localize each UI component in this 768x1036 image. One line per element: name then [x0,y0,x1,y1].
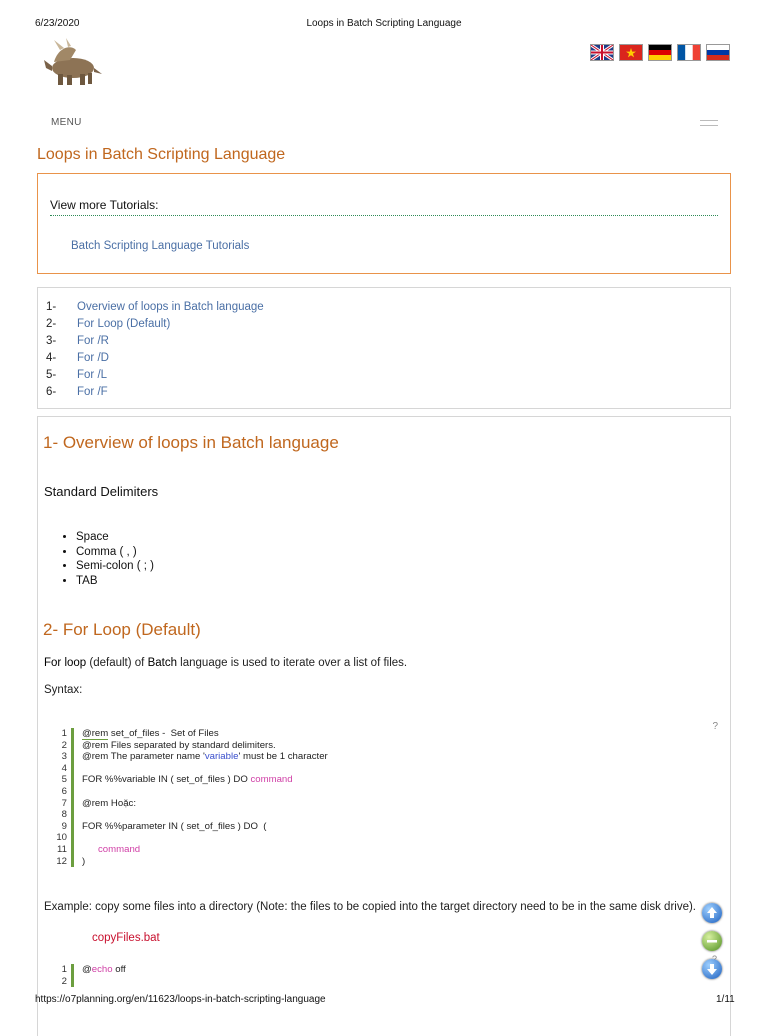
syntax-label: Syntax: [44,684,83,696]
toc-number: 6- [46,386,57,398]
toc-link[interactable]: For /F [77,386,108,398]
toc-item [46,335,109,347]
gutter-bar [71,821,74,833]
article-content [37,416,731,1036]
gutter-bar [71,976,74,988]
code-line [46,844,328,856]
code-text: @rem Hoặc: [82,797,136,809]
line-number: 12 [56,855,67,867]
print-date: 6/23/2020 [35,18,80,29]
gutter-bar [71,763,74,775]
code-line [46,763,328,775]
line-number: 9 [61,820,67,832]
page-title: Loops in Batch Scripting Language [37,146,286,163]
code-segment: set_of_files - Set of Files [108,728,219,739]
intro-text: language is used to iterate over a list of files. [176,657,408,669]
code-keyword: echo [91,964,113,975]
code-line [46,798,328,810]
intro-bold-for-loop: For loop [44,657,87,669]
gutter-bar [71,751,74,763]
scroll-up-button[interactable] [702,903,722,923]
code-line [46,786,328,798]
gutter-bar [71,856,74,868]
code-line [46,809,328,821]
line-number: 11 [57,843,67,855]
line-number: 5 [61,774,67,786]
toc-number: 1- [46,301,57,313]
list-item: • Comma ( , ) [76,545,154,560]
code-segment [82,844,98,855]
tutorials-heading: View more Tutorials: [50,198,159,212]
line-number: 10 [56,832,67,844]
intro-bold-batch: Batch [147,657,177,669]
code-line [46,740,328,752]
code-text [82,844,140,856]
code-segment: ' must be 1 character [238,751,328,763]
example-code-block [46,964,126,987]
toc-item [46,369,107,381]
france-flag[interactable] [677,44,701,61]
toc-item [46,301,264,313]
code-segment: @ [82,964,92,975]
gutter-bar [71,740,74,752]
germany-flag[interactable] [648,44,672,61]
line-number: 4 [61,762,67,774]
vietnam-flag[interactable] [619,44,643,61]
code-keyword: @rem [82,728,109,739]
code-keyword: command [250,774,293,786]
toc-number: 3- [46,335,57,347]
code-text [82,751,328,763]
tutorials-box [37,173,731,274]
gutter-bar [71,728,74,740]
code-line [46,976,126,988]
list-item: • Semi-colon ( ; ) [76,559,154,574]
code-keyword: command [98,843,141,855]
code-string: variable [204,751,239,763]
section2-heading: 2- For Loop (Default) [43,620,201,639]
scroll-down-button[interactable] [702,959,722,979]
example-text: Example: copy some files into a directory (Note: the files to be copied into the target directory need to be in the same disk drive). [44,901,696,913]
line-number: 2 [61,739,67,751]
code-line [46,821,328,833]
russia-flag[interactable] [706,44,730,61]
toc-number: 5- [46,369,57,381]
gutter-bar [71,844,74,856]
code-text: ) [82,855,86,867]
hamburger-menu-icon[interactable] [700,120,718,128]
gutter-bar [71,809,74,821]
code-line [46,964,126,976]
code-text: FOR %%parameter IN ( set_of_files ) DO ( [82,820,267,832]
tutorials-link[interactable]: Batch Scripting Language Tutorials [71,240,250,252]
minus-icon [702,931,722,951]
uk-flag[interactable] [590,44,614,61]
gutter-bar [71,798,74,810]
gutter-bar [71,786,74,798]
gutter-bar [71,774,74,786]
line-number: 7 [61,797,67,809]
arrow-up-icon [702,903,722,923]
line-number: 3 [61,751,67,763]
table-of-contents [37,287,731,409]
toc-link[interactable]: For /R [77,335,109,347]
code-text [82,774,293,786]
dotted-divider [50,215,718,216]
code-line [46,856,328,868]
line-number: 1 [61,728,67,739]
toc-link[interactable]: For /D [77,352,109,364]
menu-label[interactable]: MENU [51,117,82,128]
section1-subheading: Standard Delimiters [44,484,159,499]
code-line [46,774,328,786]
code-line [46,728,328,740]
gutter-bar [71,964,74,976]
code-text [82,964,126,976]
code-text: @rem Files separated by standard delimiters. [82,739,276,751]
toc-link[interactable]: For /L [77,369,108,381]
toc-item [46,386,108,398]
print-page-number: 1/11 [716,994,735,1005]
gutter-bar [71,832,74,844]
print-footer-url: https://o7planning.org/en/11623/loops-in-batch-scripting-language [35,994,326,1005]
syntax-code-block [46,728,328,867]
language-flags [590,44,730,61]
toc-link[interactable]: For Loop (Default) [77,318,171,330]
code-text [82,728,219,740]
file-name: copyFiles.bat [92,932,160,944]
toc-number: 2- [46,318,57,330]
code-segment: off [112,964,126,975]
arrow-down-icon [702,959,722,979]
line-number: 8 [61,809,67,821]
section1-heading: 1- Overview of loops in Batch language [43,433,339,452]
toc-item [46,352,109,364]
code-line [46,832,328,844]
view-source-button[interactable]: ? [712,721,718,732]
list-item: • TAB [76,574,154,589]
print-title: Loops in Batch Scripting Language [306,18,462,29]
line-number: 1 [61,964,67,975]
toc-link[interactable]: Overview of loops in Batch language [77,301,264,313]
toc-number: 4- [46,352,57,364]
line-number: 6 [61,785,67,797]
intro-text: (default) of [86,657,148,669]
minimize-button[interactable] [702,931,722,951]
line-number: 2 [61,975,67,987]
list-item: • Space [76,530,154,545]
code-segment: @rem The parameter name ' [82,751,205,763]
code-segment: FOR %%variable IN ( set_of_files ) DO [82,774,251,786]
section2-intro [44,657,407,669]
code-line [46,751,328,763]
triceratops-logo[interactable] [40,38,102,88]
toc-item [46,318,170,330]
delimiters-list [62,530,154,589]
